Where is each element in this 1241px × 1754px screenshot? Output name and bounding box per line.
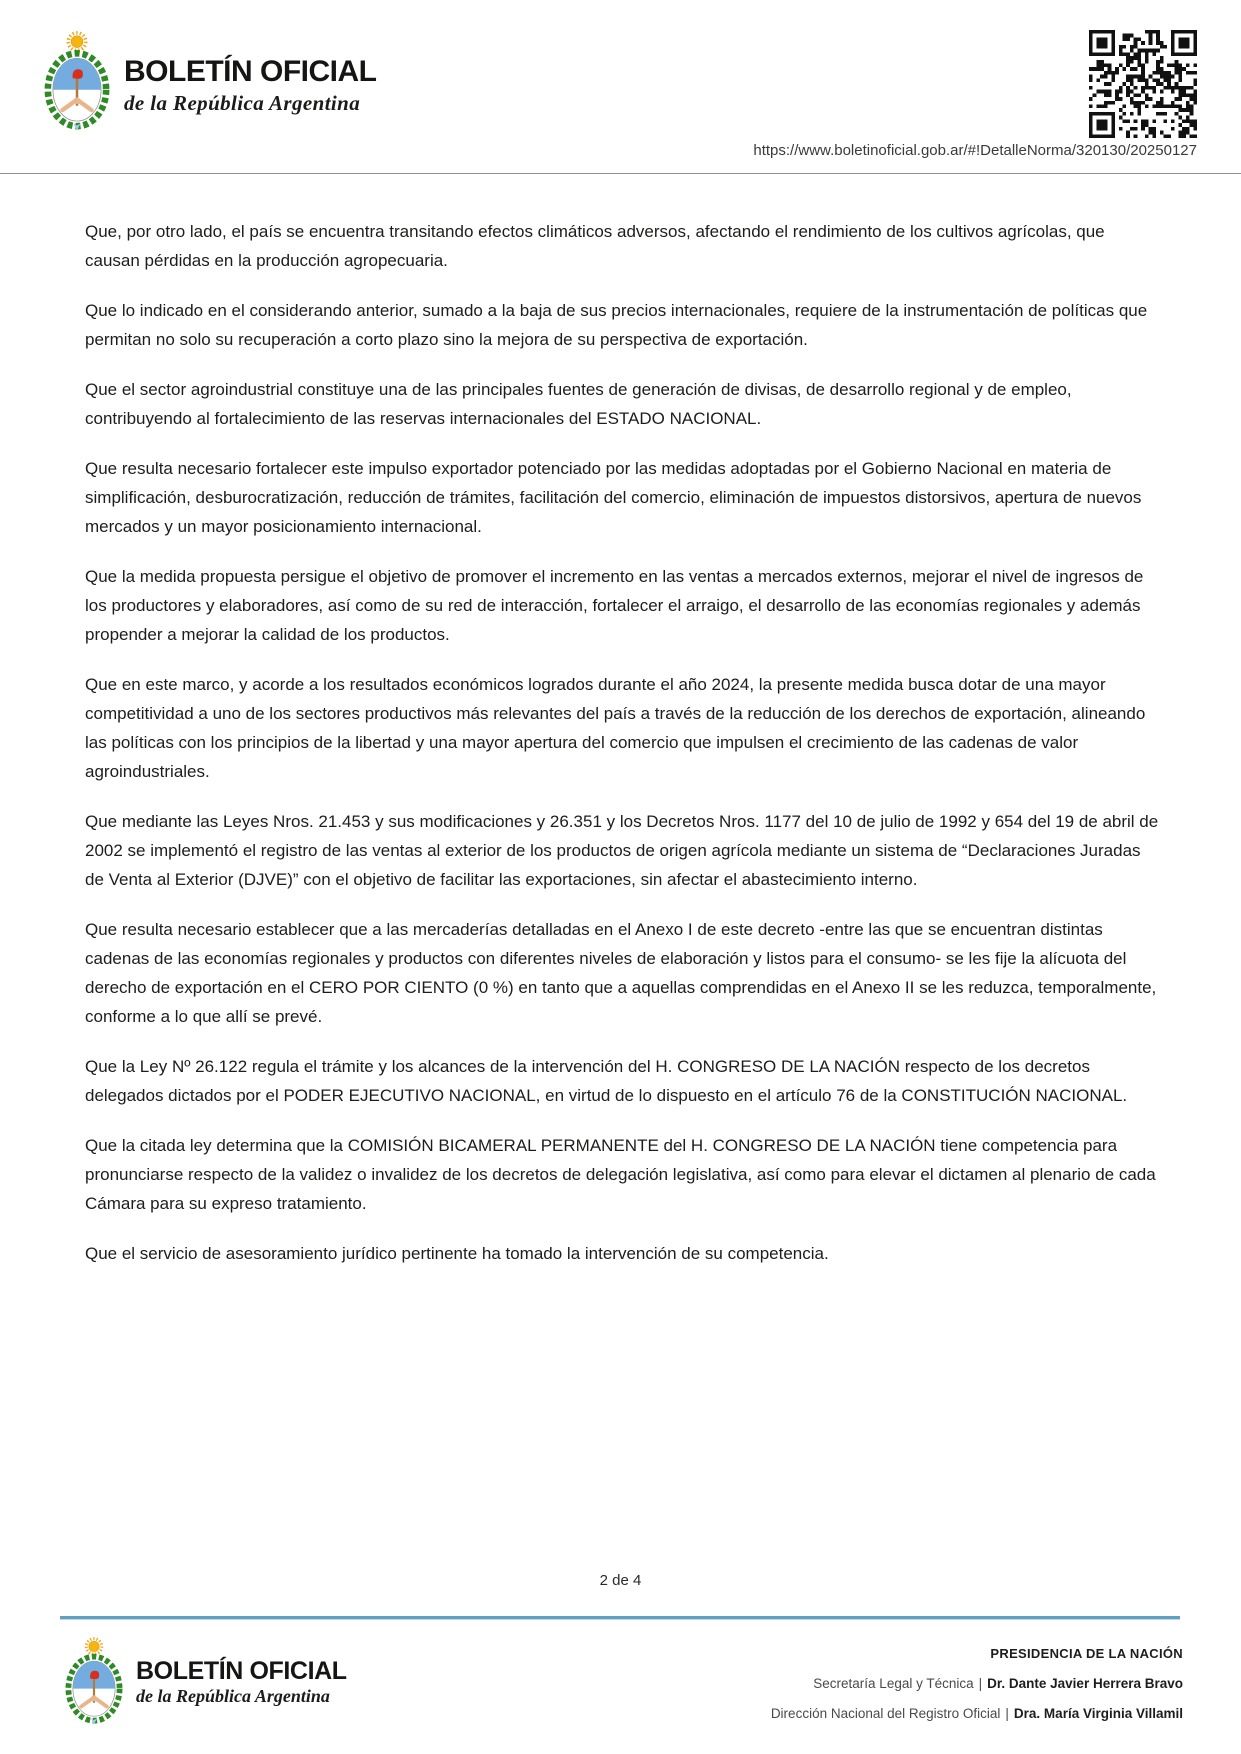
footer [62, 1636, 1183, 1726]
footer-brand-title: BOLETÍN OFICIAL [136, 1657, 347, 1685]
signature-separator: | [978, 1676, 983, 1691]
header-right [753, 30, 1197, 159]
signature-line [771, 1706, 1183, 1721]
page-indicator: 2 de 4 [599, 1572, 642, 1589]
paragraph: Que, por otro lado, el país se encuentra transitando efectos climáticos adversos, afectando el rendimiento de los cultivos agrícolas, que causan pérdidas en la producción agropecuaria. [85, 222, 1105, 270]
paragraph: Que mediante las Leyes Nros. 21.453 y sus modificaciones y 26.351 y los Decretos Nros. 1177 del 10 de julio de 1992 y 654 del 19 de abril de 2002 se implementó el registro de las ventas al exterior de los productos de origen agrícola mediante un sistema de “Declaraciones Juradas de Venta al Exterior (DJVE)” con el objetivo de facilitar las exportaciones, sin afectar el abastecimiento interno. [85, 812, 1159, 889]
brand [40, 30, 376, 132]
norm-detail-url[interactable]: https://www.boletinoficial.gob.ar/#!DetalleNorma/320130/20250127 [753, 142, 1197, 159]
paragraph: Que la citada ley determina que la COMISIÓN BICAMERAL PERMANENTE del H. CONGRESO DE LA NACIÓN tiene competencia para pronunciarse respecto de la validez o invalidez de los decretos de delegación legislativa, así como para elevar el dictamen al plenario de cada Cámara para su expreso tratamiento. [85, 1136, 1156, 1213]
signature-role: Secretaría Legal y Técnica [813, 1676, 974, 1691]
brand-text [124, 30, 376, 132]
paragraph: Que la Ley Nº 26.122 regula el trámite y los alcances de la intervención del H. CONGRESO DE LA NACIÓN respecto de los decretos delegados dictados por el PODER EJECUTIVO NACIONAL, en virtud de lo dispuesto en el artículo 76 de la CONSTITUCIÓN NACIONAL. [85, 1057, 1128, 1105]
paragraph: Que en este marco, y acorde a los resultados económicos logrados durante el año 2024, la presente medida busca dotar de una mayor competitividad a uno de los sectores productivos más relevantes del país a través de la reducción de los derechos de exportación, alineando las políticas con los principios de la libertad y una mayor apertura del comercio que impulsen el crecimiento de las cadenas de valor agroindustriales. [85, 675, 1146, 781]
brand-title: BOLETÍN OFICIAL [124, 55, 377, 88]
paragraph: Que resulta necesario establecer que a las mercaderías detalladas en el Anexo I de este decreto -entre las que se encuentran distintas cadenas de las economías regionales y productos con diferentes niveles de elaboración y listos para el consumo- se les fije la alícuota del derecho de exportación en el CERO POR CIENTO (0 %) en tanto que a aquellas comprendidas en el Anexo II se les reduzca, temporalmente, conforme a lo que allí se prevé. [85, 920, 1157, 1026]
coat-of-arms-icon [40, 30, 114, 132]
footer-brand [62, 1636, 347, 1726]
paragraph: Que el sector agroindustrial constituye una de las principales fuentes de generación de divisas, de desarrollo regional y de empleo, contribuyendo al fortalecimiento de las reservas internacionales del ESTADO NACIONAL. [85, 380, 1072, 428]
paragraph: Que la medida propuesta persigue el objetivo de promover el incremento en las ventas a mercados externos, mejorar el nivel de ingresos de los productores y elaboradores, así como de su red de interacción, fortalecer el arraigo, el desarrollo de las economías regionales y además propender a mejorar la calidad de los productos. [85, 567, 1144, 644]
paragraph: Que lo indicado en el considerando anterior, sumado a la baja de sus precios internacionales, requiere de la instrumentación de políticas que permitan no solo su recuperación a corto plazo sino la mejora de su perspectiva de exportación. [85, 301, 1148, 349]
paragraph: Que resulta necesario fortalecer este impulso exportador potenciado por las medidas adoptadas por el Gobierno Nacional en materia de simplificación, desburocratización, reducción de trámites, facilitación del comercio, eliminación de impuestos distorsivos, apertura de nuevos mercados y un mayor posicionamiento internacional. [85, 459, 1142, 536]
signature-separator: | [1005, 1706, 1009, 1721]
qr-code-icon [1089, 30, 1197, 138]
signature-line [771, 1676, 1183, 1691]
paragraph: Que el servicio de asesoramiento jurídico pertinente ha tomado la intervención de su competencia. [85, 1244, 829, 1263]
footer-brand-subtitle: de la República Argentina [136, 1686, 330, 1707]
brand-subtitle: de la República Argentina [124, 90, 361, 115]
signature-name: Dr. Dante Javier Herrera Bravo [987, 1676, 1183, 1691]
signature-name: Dra. María Virginia Villamil [1013, 1706, 1183, 1721]
footer-credits [771, 1636, 1183, 1721]
header [0, 0, 1241, 159]
document-body [0, 174, 1241, 1268]
signature-role: Dirección Nacional del Registro Oficial [770, 1706, 1001, 1721]
presidency-label: PRESIDENCIA DE LA NACIÓN [990, 1646, 1183, 1661]
footer-divider [60, 1616, 1180, 1620]
coat-of-arms-icon [62, 1636, 126, 1726]
footer-brand-text [136, 1636, 347, 1726]
